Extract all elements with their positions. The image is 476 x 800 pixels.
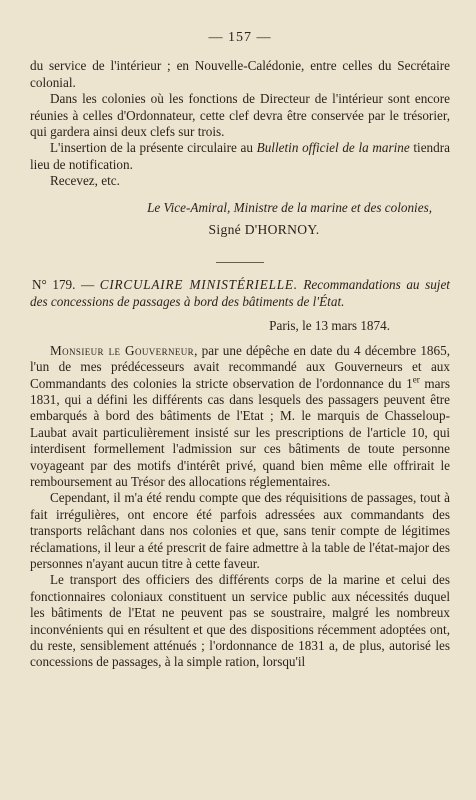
salutation: Monsieur le Gouverneur — [50, 342, 195, 358]
insertion-text-after: tiendra lieu de notification. — [30, 140, 450, 172]
paragraph-colonies: Dans les colonies où les fonctions de Directeur de l'intérieur sont encore réunies à celles d'Ordonnateur, cette clef devra être conservée par le trésorier, qui gardera ainsi deux clefs sur trois. — [30, 91, 450, 140]
paragraph-continuation: du service de l'intérieur ; en Nouvelle-Calédonie, entre celles du Secrétaire colonial. — [30, 58, 450, 90]
body-paragraph-2: Cependant, il m'a été rendu compte que des réquisitions de passages, tout à fait irrégulières, ont encore été parfois adressées aux commandants des transports relâchant dans nos colonies et que, sans tenir compte de légitimes réclamations, il leur a été prescrit de faire admettre à la table de l'état-major des personnes n'ayant aucun titre à cette faveur. — [30, 490, 450, 571]
page-number: — 157 — — [208, 30, 272, 45]
circular-subject: Recommandations au sujet des concessions de passages à bord des bâtiments de l'État. — [30, 277, 450, 309]
dateline: Paris, le 13 mars 1874. — [269, 318, 390, 334]
circular-number: N° 179. — — [32, 277, 100, 293]
body-paragraph-1-text: , par une dépêche en date du 4 décembre 1865, l'un de mes prédécesseurs avait recommandé aux Gouverneurs et aux Commandants des colonies la stricte observation de l'ordonnance du 1 — [30, 342, 451, 391]
superscript-er: er — [412, 374, 420, 385]
signature-title: Le Vice-Amiral, Ministre de la marine et des colonies, — [147, 199, 432, 215]
section-divider — [216, 262, 264, 263]
circular-title: CIRCULAIRE MINISTÉRIELLE. — [99, 277, 298, 293]
body-paragraph-1 — [30, 343, 450, 491]
body-paragraph-1-rest: mars 1831, qui a défini les différents cas dans lesquels des passagers peuvent être embarqués à bord des bâtiments de l'Etat ; M. le marquis de Chasseloup-Laubat avait particulièrement insisté sur les prescriptions de l'article 10, qui interdisent formellement l'admission sur ces bâtiments de toute personne voyageant par des motifs d'intérêt privé, quand bien même elle offrirait le remboursement au Trésor des allocations réglementaires. — [30, 375, 450, 489]
paragraph-insertion — [30, 140, 450, 173]
body-paragraph-3: Le transport des officiers des différents corps de la marine et celui des fonctionnaires coloniaux constituent un service public aux nécessités duquel les bâtiments de l'Etat ne peuvent pas se soustraire, malgré les nombreux inconvénients qui en résultent et que des dispositions récemment adoptées ont, du reste, sensiblement atténués ; l'ordonnance de 1831 a, de plus, autorisé les concessions de passages, à la simple ration, lorsqu'il — [30, 572, 450, 670]
circular-heading — [30, 277, 450, 310]
bulletin-title: Bulletin officiel de la marine — [256, 140, 410, 156]
closing-formula: Recevez, etc. — [50, 173, 120, 189]
signature-name: Signé D'HORNOY. — [208, 222, 320, 238]
insertion-text-before: L'insertion de la présente circulaire au — [50, 140, 257, 156]
